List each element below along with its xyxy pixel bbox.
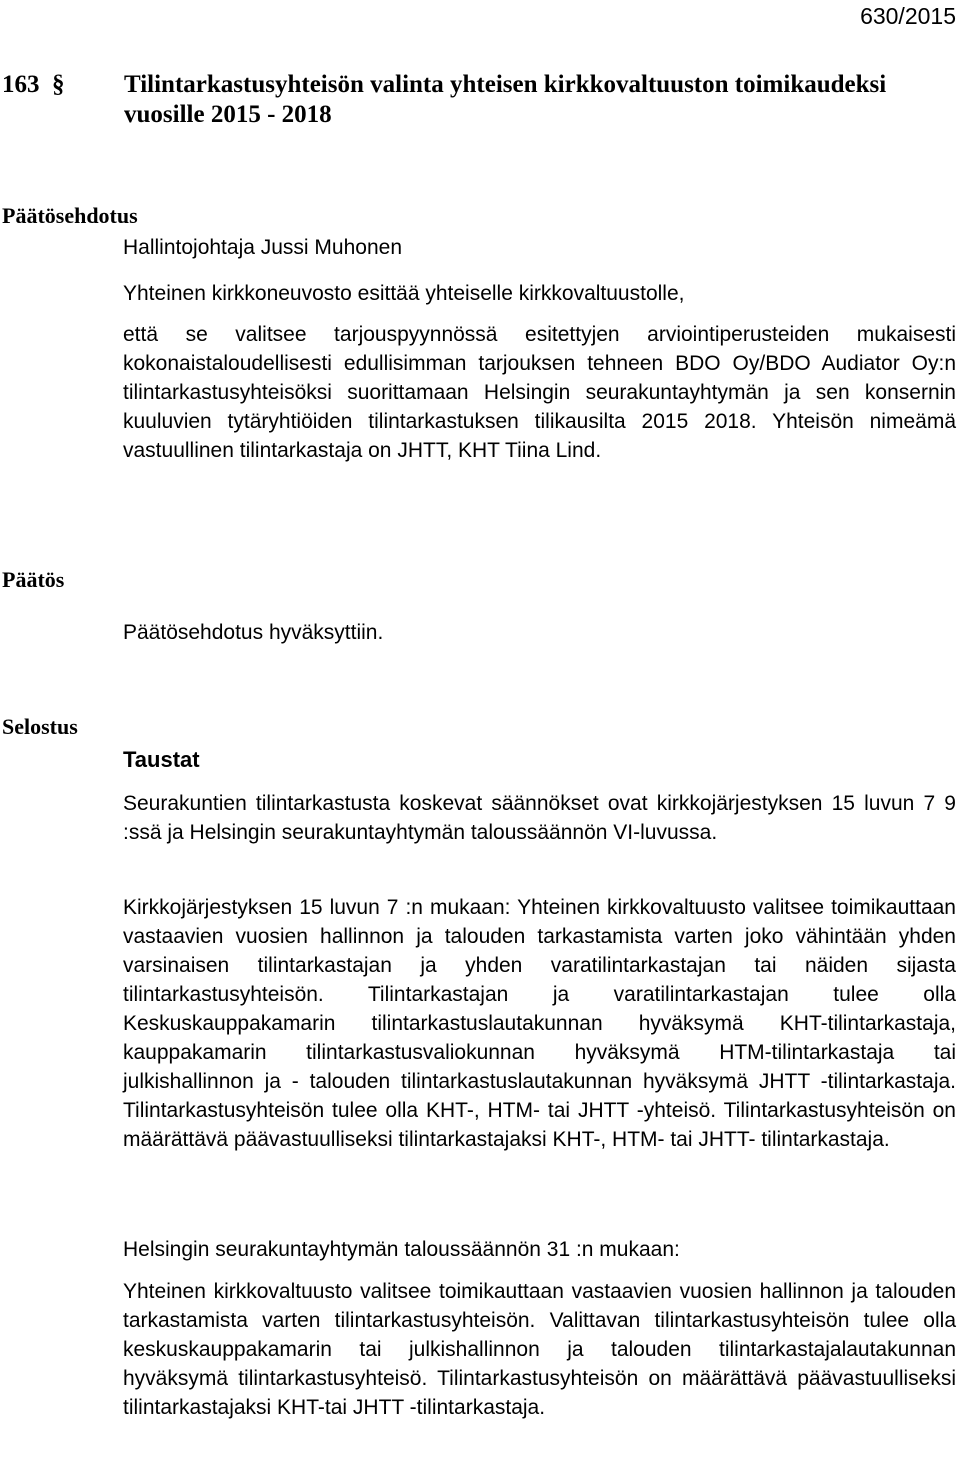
section-mark: § (52, 71, 65, 98)
section-number: 163 (2, 71, 40, 98)
proposal-text: että se valitsee tarjouspyynnössä esitettyjen arviointiperusteiden mukaisesti kokonaistaloudellisesti edullisimman tarjouksen tehneen BDO Oy/BDO Audiator Oy:n tilintarkastusyhteisöksi suorittamaan Helsingin seurakuntayhtymän ja sen konsernin kuuluvien tytäryhtiöiden tilintarkastuksen tilikausilta 2015 2018. Yhteisön nimeämä vastuullinen tilintarkastaja on JHTT, KHT Tiina Lind. (123, 323, 956, 462)
proposal-heading: Päätösehdotus (2, 203, 138, 228)
proposal-intro: Yhteinen kirkkoneuvosto esittää yhteiselle kirkkovaltuustolle, (123, 282, 685, 305)
section-title: Tilintarkastusyhteisön valinta yhteisen kirkkovaltuuston toimikaudeksi vuosille 2015 - 2018 (124, 71, 887, 128)
explanation-paragraph-3: Helsingin seurakuntayhtymän taloussäännön 31 :n mukaan: (123, 1238, 680, 1261)
decision-heading: Päätös (2, 567, 65, 592)
explanation-heading: Selostus (2, 714, 78, 739)
explanation-paragraph-4: Yhteinen kirkkovaltuusto valitsee toimikauttaan vastaavien vuosien hallinnon ja talouden tarkastamista varten tilintarkastusyhteisön. Valittavan tilintarkastusyhteisön tulee olla keskuskauppakamarin tai julkishallinnon ja talouden tilintarkastajalautakunnan hyväksymä tilintarkastusyhteisö. Tilintarkastusyhteisön on määrättävä päävastuulliseksi tilintarkastajaksi KHT-tai JHTT -tilintarkastaja. (123, 1280, 956, 1419)
decision-text: Päätösehdotus hyväksyttiin. (123, 621, 384, 644)
background-subheading: Taustat (123, 747, 200, 772)
proposer-name: Hallintojohtaja Jussi Muhonen (123, 236, 402, 259)
explanation-paragraph-1: Seurakuntien tilintarkastusta koskevat säännökset ovat kirkkojärjestyksen 15 luvun 7 9 :ssä ja Helsingin seurakuntayhtymän taloussäännön VI-luvussa. (123, 792, 956, 844)
explanation-paragraph-2: Kirkkojärjestyksen 15 luvun 7 :n mukaan: Yhteinen kirkkovaltuusto valitsee toimikauttaan vastaavien vuosien hallinnon ja talouden tarkastamista varten joko vähintään yhden varsinaisen tilintarkastajan ja yhden varatilintarkastajan tai näiden sijasta tilintarkastusyhteisön. Tilintarkastajan ja varatilintarkastajan tulee olla Keskuskauppakamarin tilintarkastuslautakunnan hyväksymä KHT-tilintarkastaja, kauppakamarin tilintarkastusvaliokunnan hyväksymä HTM-tilintarkastaja tai julkishallinnon ja - talouden tilintarkastuslautakunnan hyväksymä JHTT -tilintarkastaja. Tilintarkastusyhteisön tulee olla KHT-, HTM- tai JHTT -yhteisö. Tilintarkastusyhteisön on määrättävä päävastuulliseksi tilintarkastajaksi KHT-, HTM- tai JHTT- tilintarkastaja. (123, 896, 956, 1151)
page-number: 630/2015 (860, 3, 956, 29)
